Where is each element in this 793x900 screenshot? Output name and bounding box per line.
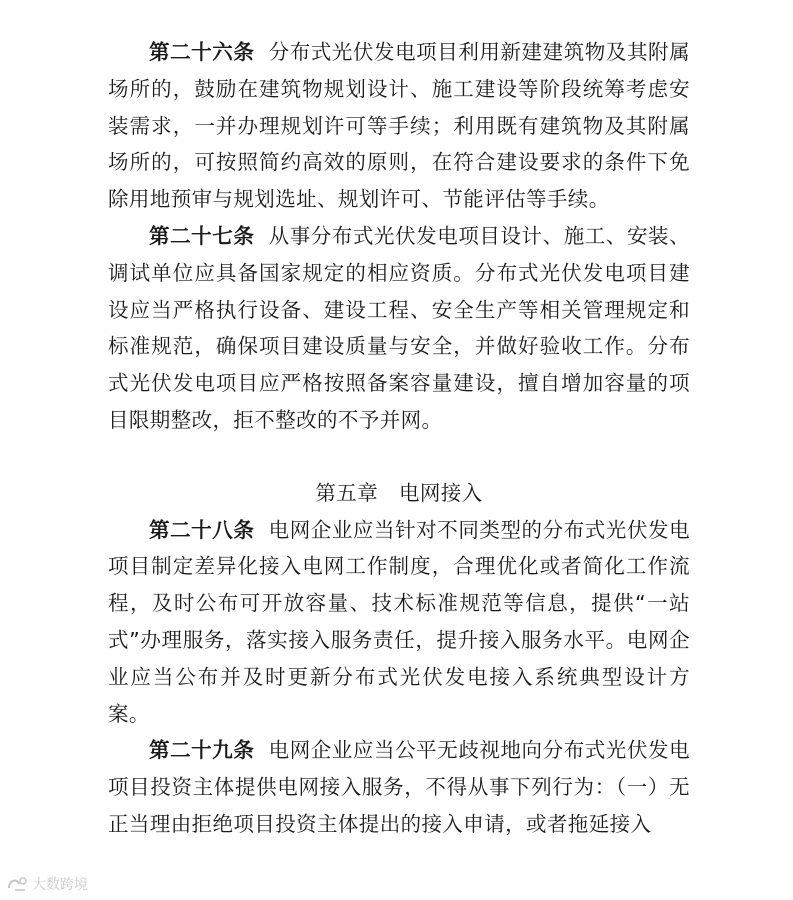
chapter-heading: 第五章 电网接入 <box>315 480 483 505</box>
article-number: 第二十六条 <box>149 40 255 64</box>
article-body: 从事分布式光伏发电项目设计、施工、安装、调试单位应具备国家规定的相应资质。分布式光伏发电项目建设应当严格执行设备、建设工程、安全生产等相关管理规定和标准规范，确保项目建设质量与安全，并做好验收工作。分布式光伏发电项目应严格按照备案容量建设，擅自增加容量的项目限期整改，拒不整改的不予并网。 <box>108 223 691 432</box>
watermark <box>6 874 88 894</box>
article-number: 第二十八条 <box>149 517 255 542</box>
article-body: 电网企业应当公平无歧视地向分布式光伏发电项目投资主体提供电网接入服务，不得从事下列行为：（一）无正当理由拒绝项目投资主体提出的接入申请，或者拖延接入 <box>108 738 691 836</box>
document-page <box>108 34 690 843</box>
article-26 <box>108 34 690 218</box>
article-29 <box>108 732 690 842</box>
article-27 <box>108 218 690 439</box>
article-body: 电网企业应当针对不同类型的分布式光伏发电项目制定差异化接入电网工作制度，合理优化或者简化工作流程，及时公布可开放容量、技术标准规范等信息，提供“一站式”办理服务，落实接入服务责任，提升接入服务水平。电网企业应当公布并及时更新分布式光伏发电接入系统典型设计方案。 <box>108 517 691 726</box>
article-number: 第二十七条 <box>149 223 255 248</box>
section-gap <box>108 439 690 475</box>
article-number: 第二十九条 <box>149 738 255 763</box>
article-body: 分布式光伏发电项目利用新建建筑物及其附属场所的，鼓励在建筑物规划设计、施工建设等阶段统筹考虑安装需求，一并办理规划许可等手续；利用既有建筑物及其附属场所的，可按照简约高效的原则，在符合建设要求的条件下免除用地预审与规划选址、规划许可、节能评估等手续。 <box>108 40 691 212</box>
watermark-text: 大数跨境 <box>32 877 88 893</box>
watermark-logo-icon <box>6 876 28 892</box>
article-28 <box>108 512 690 733</box>
